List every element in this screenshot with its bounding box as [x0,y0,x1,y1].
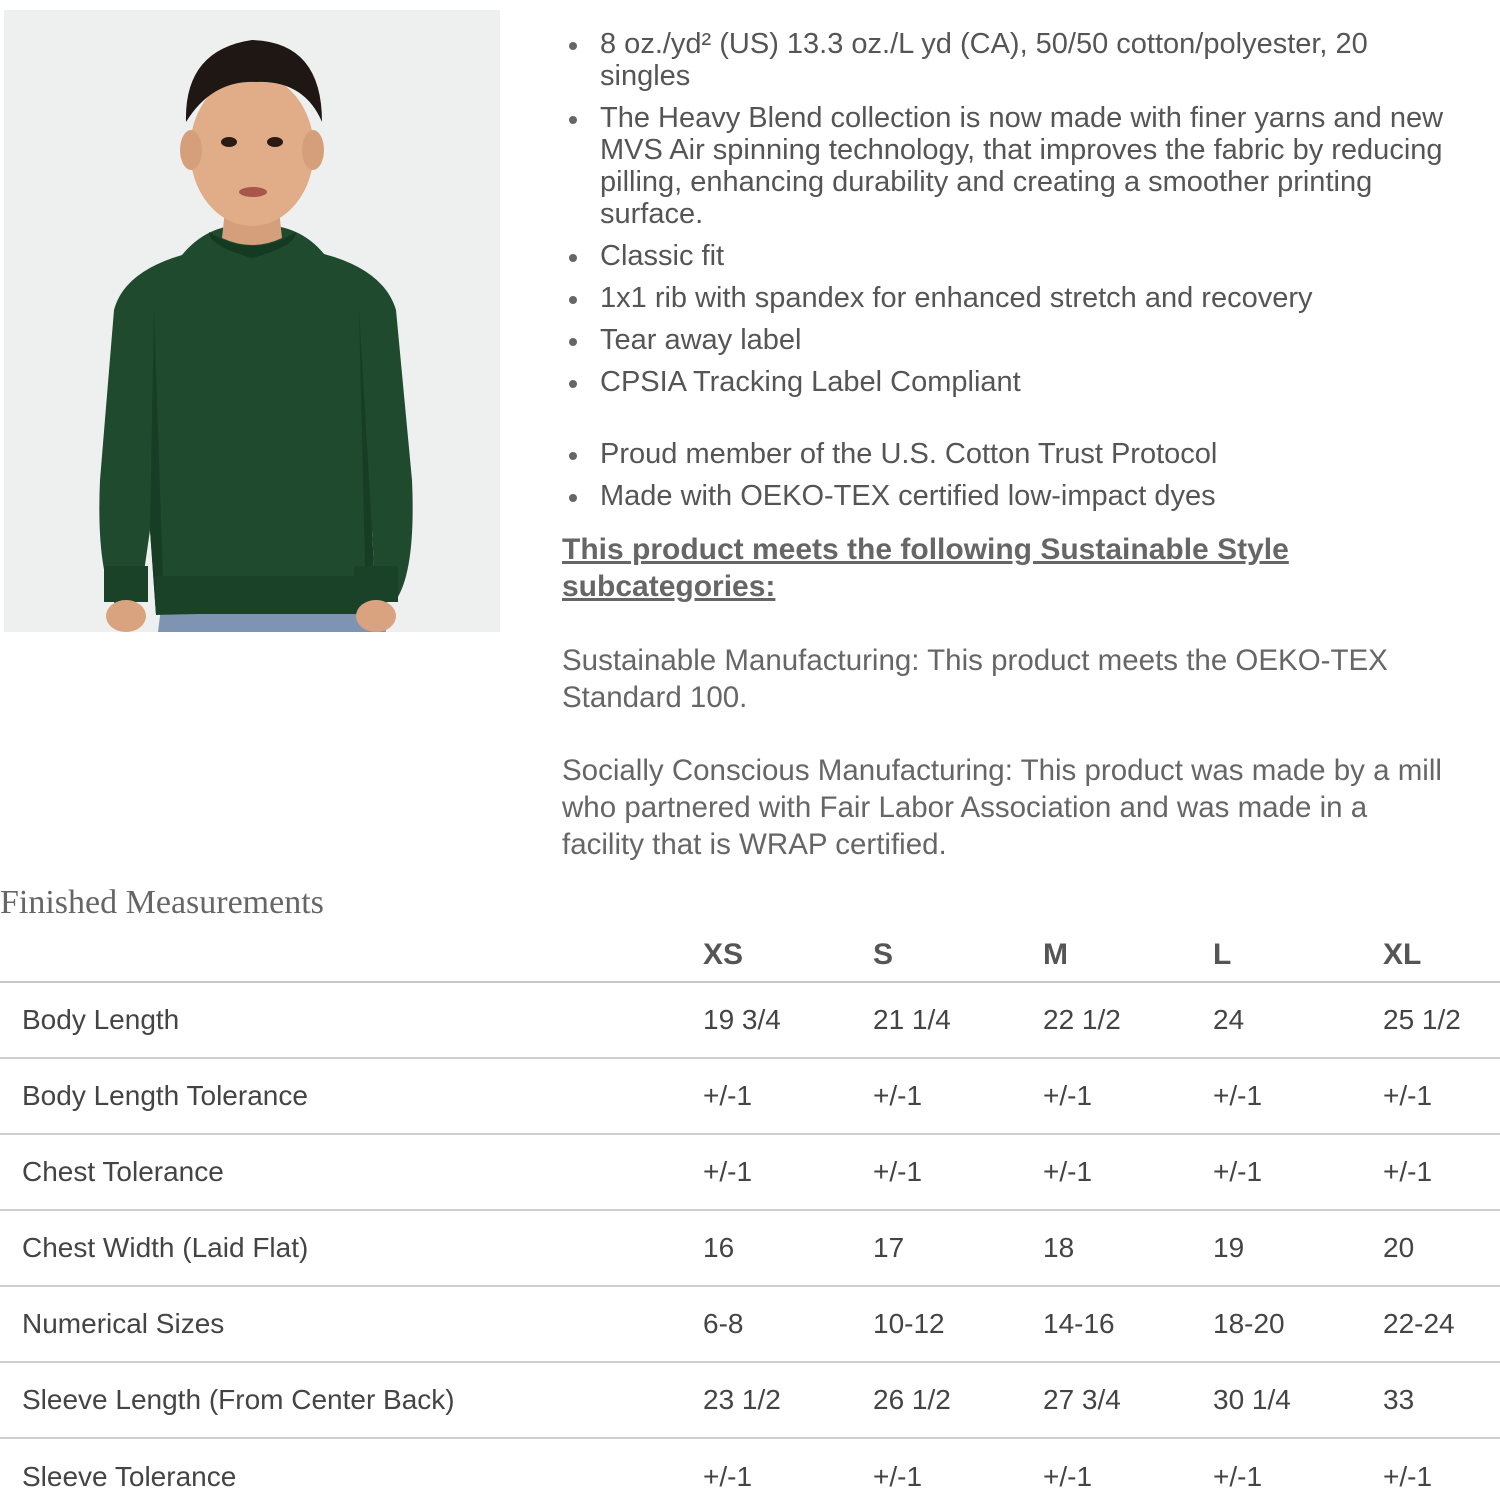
row-label: Sleeve Tolerance [22,1460,237,1492]
table-cell: 26 1/2 [873,1362,1043,1438]
socially-conscious-text: Socially Conscious Manufacturing: This product was made by a mill who partnered with Fair Labor Association and was made in a facility that is WRAP certified. [562,754,1442,861]
table-cell: +/-1 [703,1058,873,1134]
table-row [0,1362,1500,1438]
table-cell: 18 [1043,1210,1213,1286]
size-header: L [1213,928,1383,982]
row-label: Sleeve Length (From Center Back) [0,1362,703,1438]
measurements-table [0,928,1500,1500]
feature-item: Made with OEKO-TEX certified low-impact dyes [562,480,1452,512]
table-row [0,982,1500,1058]
table-cell: 19 3/4 [703,982,873,1058]
table-header-row [0,928,1500,982]
row-label: Body Length Tolerance [0,1058,703,1134]
child-sweatshirt-illustration [4,10,500,632]
table-row [0,1134,1500,1210]
size-header: XL [1383,928,1500,982]
table-cell: +/-1 [1383,1058,1500,1134]
table-row [0,1286,1500,1362]
table-cell: 33 [1383,1362,1500,1438]
table-cell: +/-1 [1043,1058,1213,1134]
table-cell: 17 [873,1210,1043,1286]
size-header: XS [703,928,873,982]
table-row [0,1058,1500,1134]
table-cell: 18-20 [1213,1286,1383,1362]
header-blank [0,928,703,982]
size-header: S [873,928,1043,982]
table-cell: +/-1 [873,1134,1043,1210]
table-cell: +/-1 [703,1460,753,1492]
table-cell: +/-1 [1213,1460,1263,1492]
feature-item: CPSIA Tracking Label Compliant [562,366,1452,398]
table-cell: +/-1 [1383,1134,1500,1210]
table-cell: 30 1/4 [1213,1362,1383,1438]
sustainable-style-heading: This product meets the following Sustainable Style subcategories: [562,533,1289,603]
table-cell: +/-1 [1383,1460,1433,1492]
sustainable-manufacturing-text: Sustainable Manufacturing: This product meets the OEKO-TEX Standard 100. [562,644,1388,714]
table-cell: 27 3/4 [1043,1362,1213,1438]
table-cell: +/-1 [873,1058,1043,1134]
table-cell: +/-1 [1213,1058,1383,1134]
table-cell: 6-8 [703,1286,873,1362]
table-cell: +/-1 [1043,1460,1093,1492]
table-cell: 23 1/2 [703,1362,873,1438]
row-label: Chest Tolerance [0,1134,703,1210]
table-cell: 19 [1213,1210,1383,1286]
table-row [0,1438,1500,1500]
table-cell: 24 [1213,982,1383,1058]
table-cell: 21 1/4 [873,982,1043,1058]
table-cell: 10-12 [873,1286,1043,1362]
row-label: Chest Width (Laid Flat) [0,1210,703,1286]
feature-item: Classic fit [562,240,1452,272]
row-label: Body Length [0,982,703,1058]
table-cell: 22-24 [1383,1286,1500,1362]
feature-item: Tear away label [562,324,1452,356]
table-cell: 22 1/2 [1043,982,1213,1058]
table-row [0,1210,1500,1286]
feature-item: Proud member of the U.S. Cotton Trust Protocol [562,438,1452,470]
feature-item: 8 oz./yd² (US) 13.3 oz./L yd (CA), 50/50 cotton/polyester, 20 singles [562,28,1452,92]
feature-item: The Heavy Blend collection is now made with finer yarns and new MVS Air spinning technology, that improves the fabric by reducing pilling, enhancing durability and creating a smoother printing surface. [562,102,1452,230]
measurements-title: Finished Measurements [0,884,324,921]
table-cell: 25 1/2 [1383,982,1500,1058]
table-cell: 20 [1383,1210,1500,1286]
table-cell: +/-1 [703,1134,873,1210]
feature-list [562,28,1452,512]
row-label: Numerical Sizes [0,1286,703,1362]
table-cell: 16 [703,1210,873,1286]
product-photo [4,10,500,632]
table-cell: +/-1 [1043,1134,1213,1210]
feature-item: 1x1 rib with spandex for enhanced stretch and recovery [562,282,1452,314]
size-header: M [1043,928,1213,982]
table-cell: 14-16 [1043,1286,1213,1362]
table-cell: +/-1 [873,1460,923,1492]
table-cell: +/-1 [1213,1134,1383,1210]
